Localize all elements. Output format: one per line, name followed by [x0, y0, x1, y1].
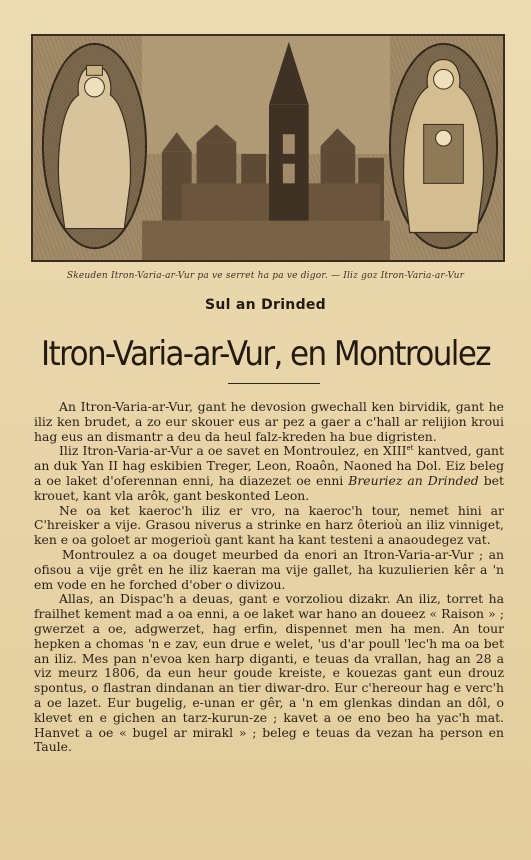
paragraph-1: An Itron-Varia-ar-Vur, gant he devosion gwechall ken birvidik, gant he iliz ken brudet, a zo eur skouer eus ar pez a gaer a c'hall ar relijion kroui hag eus an dismantr a deu da heul falz-kreden ha bue digristen. [34, 399, 504, 444]
right-virgin-medallion [390, 44, 497, 248]
article-body [34, 400, 504, 755]
century-superscript: et [406, 444, 414, 453]
paragraph-2 [34, 444, 504, 503]
engraving-illustration [31, 34, 505, 262]
paragraph-3: Ne oa ket kaeroc'h iliz er vro, na kaeroc'h tour, nemet hini ar C'hreisker a vije. Grasou niverus a strinke en harz ôterioù an iliz vinniget, ken e oa goloet ar mogerioù gant kant ha kant testeni a anaoudegez vat. [34, 502, 504, 548]
left-virgin-medallion [43, 44, 146, 248]
sub-heading: Sul an Drinded [204, 297, 327, 313]
paragraph-2-italic: Breuriez an Drinded [348, 472, 479, 488]
paragraph-4: Montroulez a oa douget meurbed da enori an Itron-Varia-ar-Vur ; an ofisou a vije grêt en he iliz kaeran ma vije gallet, ha kuzulierien kêr a 'n em vode en he forched d'ober o divizou. [34, 546, 504, 592]
paragraph-5: Allas, an Dispac'h a deuas, gant e vorzoliou dizakr. An iliz, torret ha frailhet kement mad a oa enni, a oe laket war hano an doueez « Raison » ; gwerzet a oe, adgwerzet, hag erfin, dispennet men ha men. An tour hepken a chomas 'n e zav, eun drue e welet, 'us d'ar poull 'lec'h ma oa bet an iliz. Mes pan n'evoa ken harp diganti, e teuas da vrallan, hag an 28 a viz meurz 1806, da eun heur goude kreiste, e kouezas gant eun drouz spontus, o flastran dindanan an tier diwar-dro. Eur c'hereour hag e verc'h a oe lazet. Eur bugelig, e-unan er gêr, a 'n em glenkas dindan an dôl, o klevet en e gichen an tarz-kurun-ze ; kavet a oe eno beo ha yac'h mat. Hanvet a oe « bugel ar mirakl » ; beleg e teuas da vezan ha person en Taule. [34, 591, 504, 755]
illustration-caption: Skeuden Itron-Varia-ar-Vur pa ve serret ha pa ve digor. — Iliz goz Itron-Varia-ar-Vur [66, 271, 465, 281]
paragraph-2-text-b: kantved, gant an duk Yan II hag eskibien Treger, Leon, Roaôn, Naoned ha Dol. Eiz beleg a oe laket d'oferennan enni, ha diazezet oe enni [34, 443, 505, 488]
paragraph-2-text-c: bet krouet, kant vla arôk, gant beskonted Leon. [34, 472, 504, 503]
engraving-svg [33, 36, 503, 260]
paragraph-2-text-a: Iliz Itron-Varia-ar-Vur a oe savet en Montroulez, en XIII [59, 443, 407, 459]
title-divider [228, 383, 320, 384]
article-title: Itron-Varia-ar-Vur, en Montroulez [41, 334, 490, 374]
